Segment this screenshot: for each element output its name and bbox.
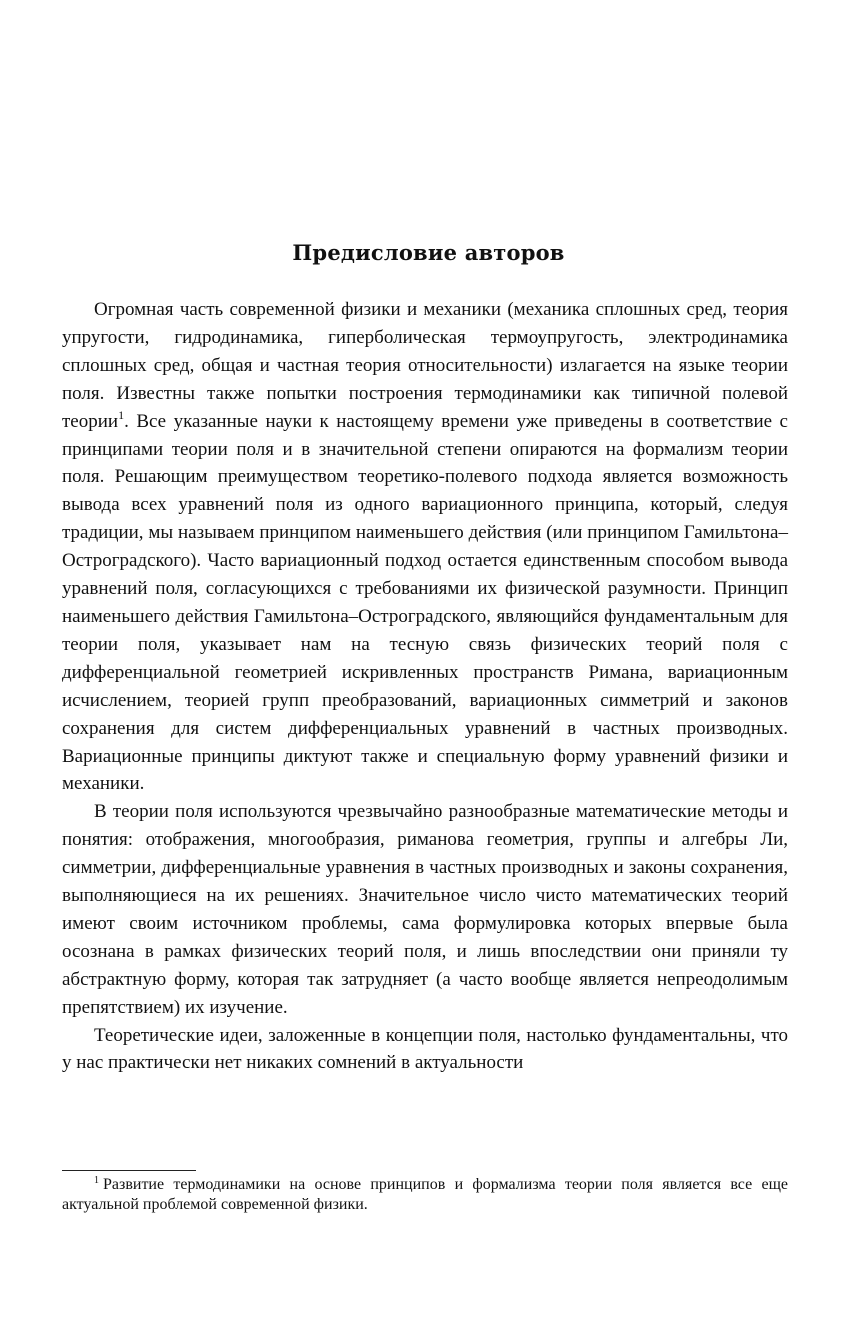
- paragraph-2: В теории поля используются чрезвычайно разнообразные математические методы и понятия: отображения, многообразия, риманова геометрия, группы и алгебры Ли, симметрии, дифференциальные уравнения в частных производных и законы сохранения, выполняющиеся на их решениях. Значительное число чисто математических теорий имеют своим источником проблемы, сама формулировка которых впервые была осознана в рамках физических теорий поля, и лишь впоследствии они приняли ту абстрактную форму, которая так затрудняет (а часто вообще является непреодолимым препятствием) их изучение.: [62, 801, 788, 1018]
- paragraph-3: Теоретические идеи, заложенные в концепции поля, настолько фундаментальны, что у нас практически нет никаких сомнений в актуальности: [62, 1024, 788, 1074]
- page-title: Предисловие авторов: [292, 240, 565, 265]
- paragraph-1: [62, 296, 788, 798]
- footnote-number: 1: [94, 1175, 99, 1186]
- footnote-text: Развитие термодинамики на основе принципов и формализма теории поля является все еще актуальной проблемой современной физики.: [62, 1176, 788, 1213]
- body-text: [62, 296, 788, 1077]
- footnote: [62, 1175, 788, 1215]
- footnote-divider: [62, 1170, 196, 1171]
- paragraph-1-text: Огромная часть современной физики и механики (механика сплошных сред, теория упругости, гидродинамика, гиперболическая термоупругость, электродинамика сплошных сред, общая и частная теория относительности) излагается на языке теории поля. Известны также попытки построения термодинамики как типичной полевой теории: [62, 299, 788, 432]
- paragraph-1-text-continued: . Все указанные науки к настоящему времени уже приведены в соответствие с принципами теории поля и в значительной степени опираются на формализм теории поля. Решающим преимуществом теоретико-полевого подхода является возможность вывода всех уравнений поля из одного вариационного принципа, который, следуя традиции, мы называем принципом наименьшего действия (или принципом Гамильтона–Остроградского). Часто вариационный подход остается единственным способом вывода уравнений поля, согласующихся с требованиями их физической разумности. Принцип наименьшего действия Гамильтона–Остроградского, являющийся фундаментальным для теории поля, указывает нам на тесную связь физических теорий поля с дифференциальной геометрией искривленных пространств Римана, вариационным исчислением, теорией групп преобразований, вариационных симметрий и законов сохранения для систем дифференциальных уравнений в частных производных. Вариационные принципы диктуют также и специальную форму уравнений физики и механики.: [62, 410, 788, 795]
- footnote-reference: 1: [118, 407, 125, 422]
